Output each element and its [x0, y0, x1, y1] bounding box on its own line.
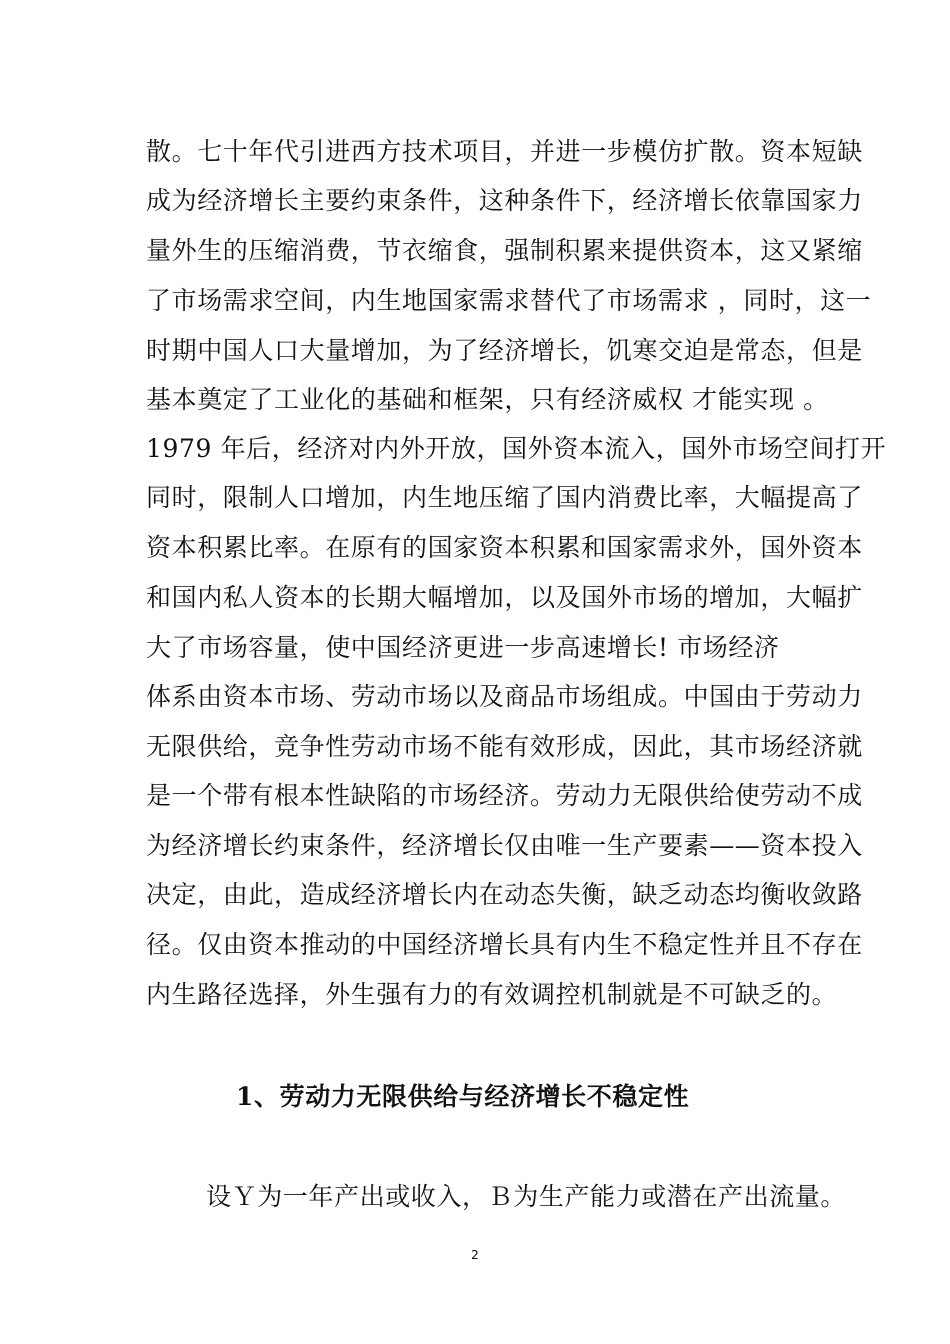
body-text-line: 1979 年后，经济对内外开放，国外资本流入，国外市场空间打开: [146, 434, 887, 463]
body-text-line: 时期中国人口大量增加，为了经济增长，饥寒交迫是常态，但是: [146, 336, 863, 365]
body-text-line: 了市场需求空间，内生地国家需求替代了市场需求 ，同时，这一: [146, 286, 872, 315]
section-heading: 1、劳动力无限供给与经济增长不稳定性: [236, 1082, 690, 1111]
body-text-line: 同时，限制人口增加，内生地压缩了国内消费比率，大幅提高了: [146, 483, 863, 512]
body-text-line: 无限供给，竞争性劳动市场不能有效形成，因此，其市场经济就: [146, 732, 863, 761]
intro-paragraph: 设Ｙ为一年产出或收入，Ｂ为生产能力或潜在产出流量。: [206, 1182, 847, 1211]
body-text-line: 径。仅由资本推动的中国经济增长具有内生不稳定性并且不存在: [146, 930, 863, 959]
body-text-line: 资本积累比率。在原有的国家资本积累和国家需求外，国外资本: [146, 533, 863, 562]
body-text-line: 体系由资本市场、劳动市场以及商品市场组成。中国由于劳动力: [146, 682, 863, 711]
body-text-line: 和国内私人资本的长期大幅增加，以及国外市场的增加，大幅扩: [146, 583, 863, 612]
body-text-line: 成为经济增长主要约束条件，这种条件下，经济增长依靠国家力: [146, 186, 863, 215]
body-text-line: 大了市场容量，使中国经济更进一步高速增长! 市场经济: [146, 633, 780, 662]
body-text-line: 内生路径选择，外生强有力的有效调控机制就是不可缺乏的。: [146, 980, 838, 1009]
body-text-line: 为经济增长约束条件，经济增长仅由唯一生产要素——资本投入: [146, 831, 863, 860]
body-text-line: 量外生的压缩消费，节衣缩食，强制积累来提供资本，这又紧缩: [146, 236, 863, 265]
body-text-line: 决定，由此，造成经济增长内在动态失衡，缺乏动态均衡收敛路: [146, 880, 863, 909]
body-text-line: 基本奠定了工业化的基础和框架，只有经济威权 才能实现 。: [146, 385, 829, 414]
body-text-line: 是一个带有根本性缺陷的市场经济。劳动力无限供给使劳动不成: [146, 781, 863, 810]
page-number: 2: [471, 1248, 479, 1262]
body-text-line: 散。七十年代引进西方技术项目，并进一步模仿扩散。资本短缺: [146, 137, 863, 166]
